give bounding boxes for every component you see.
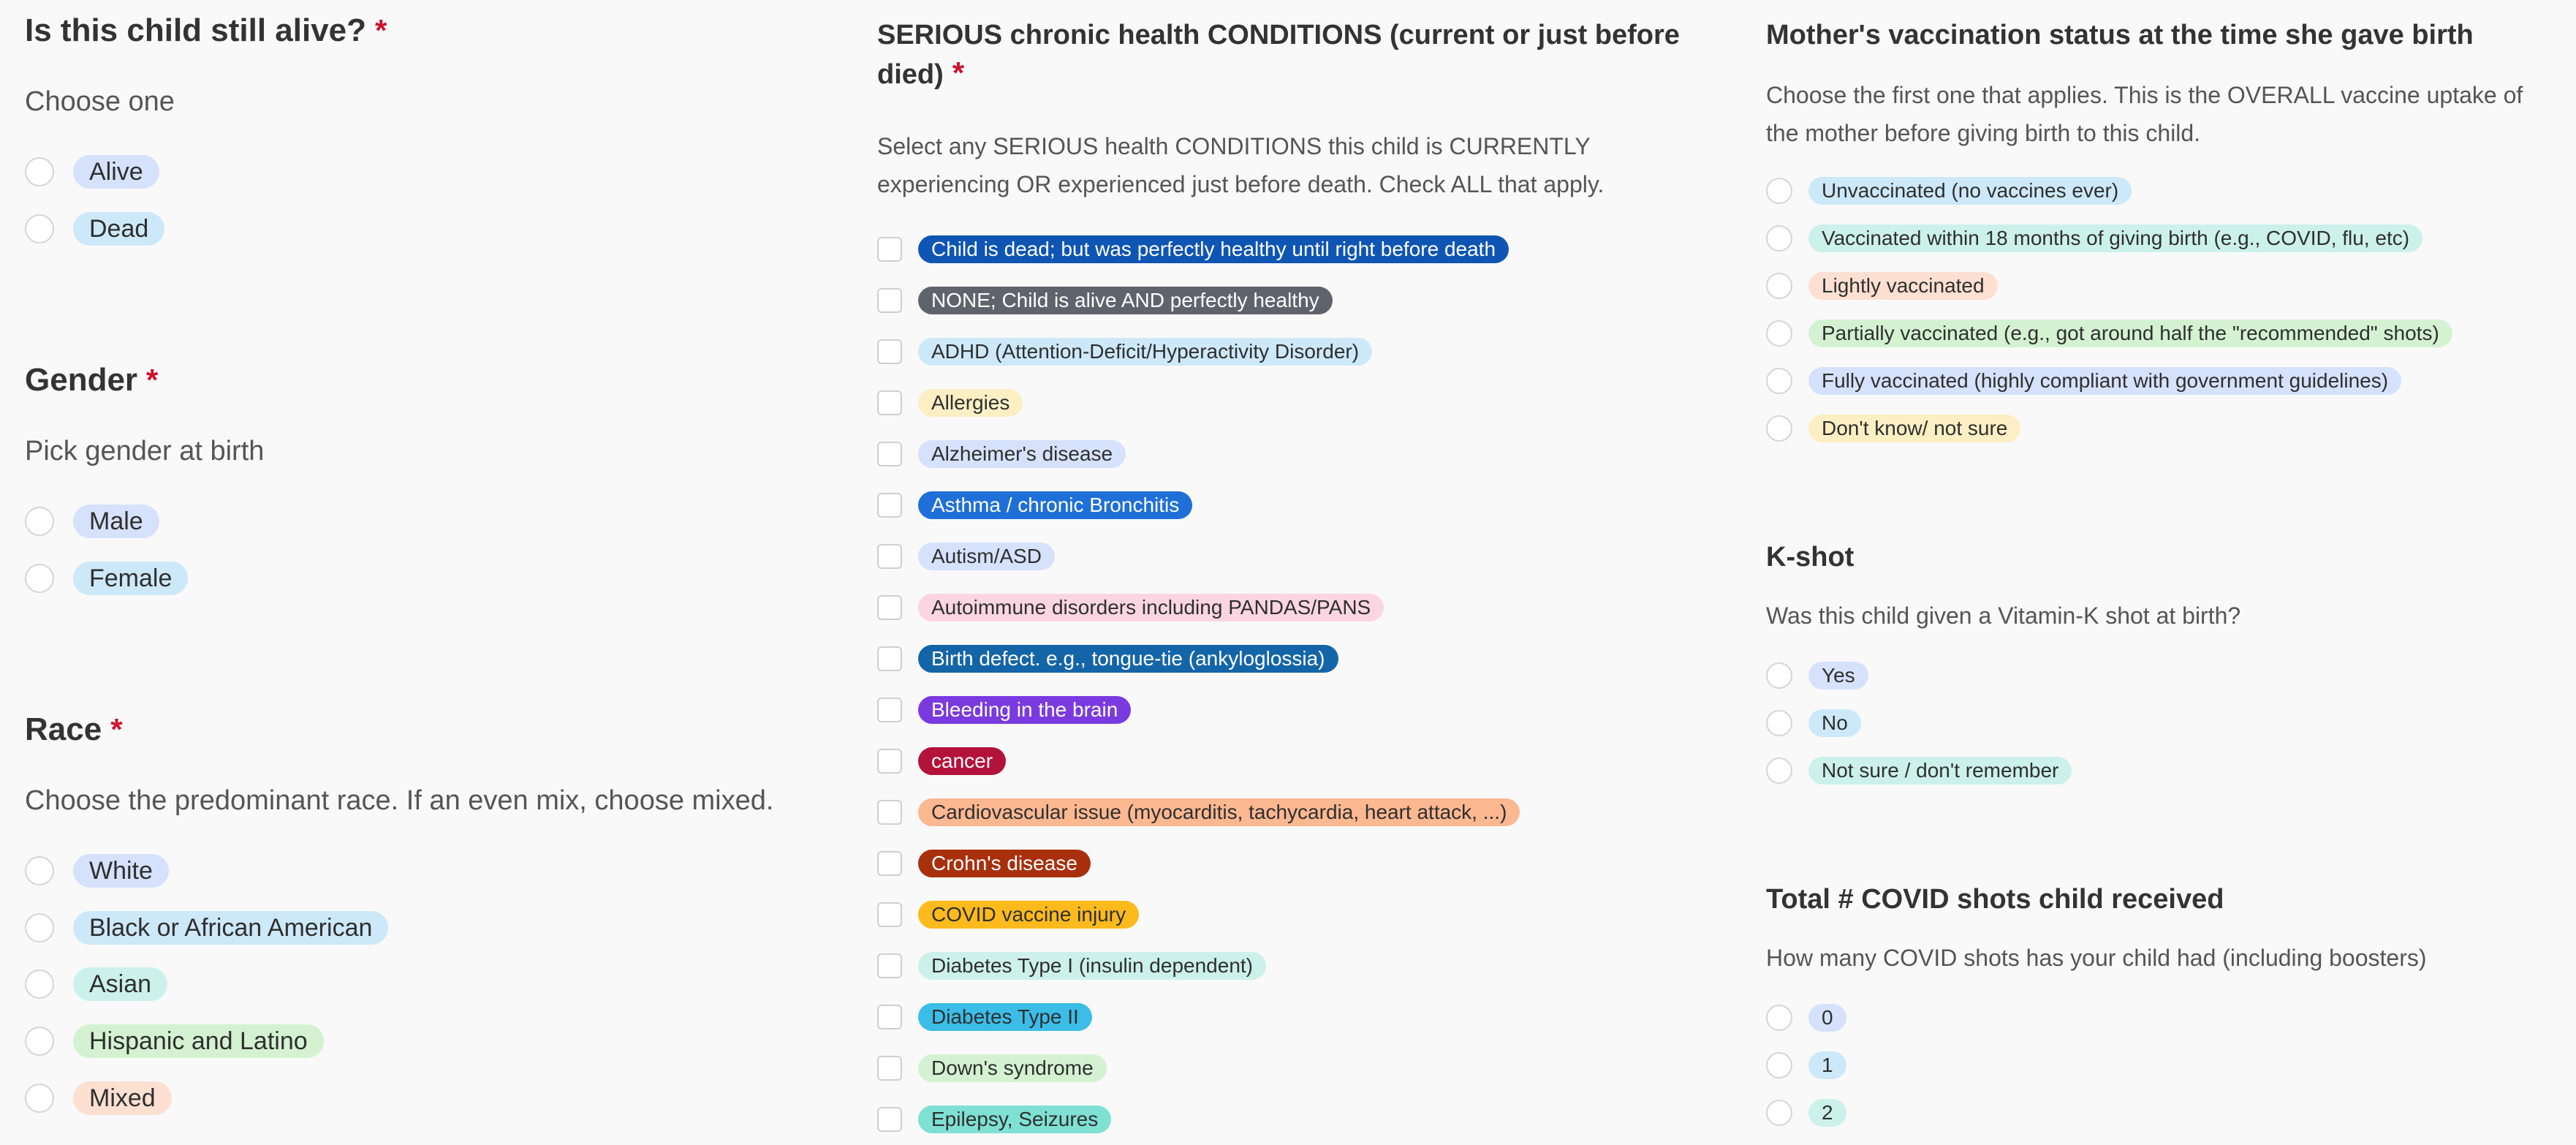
option-chip[interactable]: Cardiovascular issue (myocarditis, tachycardia, heart attack, ...) — [918, 798, 1520, 826]
checkbox-option[interactable] — [877, 633, 1520, 684]
checkbox-option[interactable] — [877, 991, 1520, 1043]
option-chip[interactable]: Asthma / chronic Bronchitis — [918, 491, 1192, 519]
option-kshot-no[interactable] — [1766, 709, 1861, 737]
question-description: Select any SERIOUS health CONDITIONS this child is CURRENTLY experiencing OR experienced just before death. Check ALL that apply. — [877, 133, 1605, 197]
radio-button[interactable] — [1766, 710, 1792, 736]
option-chip[interactable]: Dead — [73, 212, 164, 246]
question-description: Choose the predominant race. If an even mix, choose mixed. — [25, 785, 774, 816]
option-chip[interactable]: ADHD (Attention-Deficit/Hyperactivity Disorder) — [918, 338, 1372, 366]
checkbox[interactable] — [877, 902, 902, 927]
option-asian[interactable] — [25, 967, 167, 1001]
option-chip[interactable]: Child is dead; but was perfectly healthy until right before death — [918, 235, 1509, 263]
checkbox[interactable] — [877, 1005, 902, 1029]
option-chip[interactable]: Unvaccinated (no vaccines ever) — [1808, 177, 2132, 205]
option-mixed[interactable] — [25, 1081, 172, 1115]
option-chip[interactable]: Allergies — [918, 389, 1023, 417]
option-chip[interactable]: No — [1808, 709, 1861, 737]
required-marker: * — [110, 712, 123, 747]
question-alive — [25, 10, 387, 51]
option-male[interactable] — [25, 505, 159, 538]
radio-button[interactable] — [25, 157, 54, 186]
option-kshot-not-sure[interactable] — [1766, 757, 2072, 785]
option-chip[interactable]: 0 — [1808, 1004, 1846, 1032]
checkbox-option[interactable] — [877, 480, 1520, 531]
option-chip[interactable]: Fully vaccinated (highly compliant with government guidelines) — [1808, 367, 2401, 395]
question-gender — [25, 360, 158, 401]
checkbox[interactable] — [877, 595, 902, 620]
question-title: Race * — [25, 711, 123, 747]
question-title: Total # COVID shots child received — [1766, 884, 2224, 915]
question-title: SERIOUS chronic health CONDITIONS (current or just before died) * — [877, 20, 1680, 90]
option-covid-2[interactable] — [1766, 1099, 1846, 1127]
option-chip[interactable]: cancer — [918, 747, 1006, 775]
option-chip[interactable]: Hispanic and Latino — [73, 1024, 324, 1058]
radio-button[interactable] — [25, 507, 54, 536]
option-vaccinated-18mo[interactable] — [1766, 224, 2422, 252]
checkbox-option[interactable] — [877, 582, 1520, 633]
checkbox[interactable] — [877, 237, 902, 262]
option-chip[interactable]: Alive — [73, 155, 159, 189]
checkbox-option[interactable] — [877, 684, 1520, 736]
checkbox-option[interactable] — [877, 838, 1520, 889]
checkbox[interactable] — [877, 544, 902, 569]
question-description: How many COVID shots has your child had (including boosters) — [1766, 945, 2427, 971]
required-marker: * — [952, 56, 965, 90]
radio-button[interactable] — [1766, 1100, 1792, 1126]
checkbox[interactable] — [877, 442, 902, 466]
option-fully-vaccinated[interactable] — [1766, 367, 2401, 395]
option-covid-0[interactable] — [1766, 1004, 1846, 1032]
option-chip[interactable]: 1 — [1808, 1051, 1846, 1079]
question-title: Mother's vaccination status at the time she gave birth — [1766, 20, 2474, 50]
checkbox-option[interactable] — [877, 377, 1520, 428]
checkbox-option[interactable] — [877, 1094, 1520, 1145]
option-kshot-yes[interactable] — [1766, 662, 1868, 689]
checkbox-option[interactable] — [877, 275, 1520, 326]
question-description: Was this child given a Vitamin-K shot at birth? — [1766, 602, 2241, 629]
option-white[interactable] — [25, 854, 169, 888]
radio-button[interactable] — [25, 1084, 54, 1113]
option-female[interactable] — [25, 562, 188, 595]
radio-button[interactable] — [1766, 225, 1792, 252]
option-chip[interactable]: Yes — [1808, 662, 1868, 689]
option-chip[interactable]: White — [73, 854, 169, 888]
radio-button[interactable] — [1766, 1005, 1792, 1031]
required-marker: * — [375, 13, 387, 48]
question-description: Pick gender at birth — [25, 436, 265, 466]
radio-button[interactable] — [1766, 415, 1792, 442]
option-unvaccinated[interactable] — [1766, 177, 2132, 205]
checkbox[interactable] — [877, 800, 902, 825]
checkbox[interactable] — [877, 646, 902, 671]
checkbox-list — [877, 224, 1520, 1145]
option-chip[interactable]: Vaccinated within 18 months of giving birth (e.g., COVID, flu, etc) — [1808, 224, 2422, 252]
option-chip[interactable]: NONE; Child is alive AND perfectly healthy — [918, 287, 1333, 314]
option-chip[interactable]: Autoimmune disorders including PANDAS/PANS — [918, 594, 1384, 621]
option-chip[interactable]: COVID vaccine injury — [918, 901, 1139, 929]
checkbox[interactable] — [877, 493, 902, 518]
checkbox[interactable] — [877, 390, 902, 415]
radio-button[interactable] — [1766, 757, 1792, 784]
option-chip[interactable]: Mixed — [73, 1081, 172, 1115]
option-covid-1[interactable] — [1766, 1051, 1846, 1079]
checkbox[interactable] — [877, 1056, 902, 1081]
option-chip[interactable]: Bleeding in the brain — [918, 696, 1131, 724]
checkbox[interactable] — [877, 1107, 902, 1132]
option-dead[interactable] — [25, 212, 164, 246]
option-chip[interactable]: Crohn's disease — [918, 850, 1091, 877]
option-chip[interactable]: Asian — [73, 967, 167, 1001]
checkbox-option[interactable] — [877, 940, 1520, 991]
option-chip[interactable]: Diabetes Type II — [918, 1003, 1092, 1031]
question-title: K-shot — [1766, 542, 1855, 572]
option-chip[interactable]: Partially vaccinated (e.g., got around half the "recommended" shots) — [1808, 320, 2452, 347]
checkbox-option[interactable] — [877, 787, 1520, 838]
option-chip[interactable]: Diabetes Type I (insulin dependent) — [918, 952, 1266, 980]
checkbox[interactable] — [877, 749, 902, 774]
checkbox-option[interactable] — [877, 889, 1520, 940]
radio-button[interactable] — [1766, 368, 1792, 394]
required-marker: * — [146, 363, 159, 397]
option-chip[interactable]: 2 — [1808, 1099, 1846, 1127]
radio-button[interactable] — [1766, 273, 1792, 299]
option-black[interactable] — [25, 911, 388, 945]
radio-button[interactable] — [25, 214, 54, 243]
radio-button[interactable] — [1766, 1052, 1792, 1078]
option-hispanic[interactable] — [25, 1024, 324, 1058]
option-alive[interactable] — [25, 155, 159, 189]
option-chip[interactable]: Black or African American — [73, 911, 388, 945]
radio-button[interactable] — [25, 970, 54, 999]
option-chip[interactable]: Alzheimer's disease — [918, 440, 1126, 468]
option-lightly-vaccinated[interactable] — [1766, 272, 1998, 300]
option-chip[interactable]: Lightly vaccinated — [1808, 272, 1998, 300]
checkbox-option[interactable] — [877, 428, 1520, 480]
radio-button[interactable] — [25, 913, 54, 942]
radio-button[interactable] — [25, 564, 54, 593]
checkbox-option[interactable] — [877, 326, 1520, 377]
option-chip[interactable]: Birth defect. e.g., tongue-tie (ankyloglossia) — [918, 645, 1338, 673]
question-race — [25, 709, 123, 750]
radio-button[interactable] — [25, 856, 54, 885]
checkbox[interactable] — [877, 851, 902, 876]
option-dont-know[interactable] — [1766, 415, 2020, 442]
question-title: Gender * — [25, 362, 159, 398]
checkbox-option[interactable] — [877, 224, 1520, 275]
option-chip[interactable]: Female — [73, 562, 188, 595]
checkbox[interactable] — [877, 698, 902, 722]
radio-button[interactable] — [1766, 662, 1792, 689]
question-description: Choose one — [25, 86, 175, 117]
option-chip[interactable]: Male — [73, 505, 159, 538]
question-description: Choose the first one that applies. This is the OVERALL vaccine uptake of the mother before giving birth to this child. — [1766, 82, 2523, 146]
question-title: Is this child still alive? * — [25, 12, 387, 48]
checkbox-option[interactable] — [877, 1043, 1520, 1094]
checkbox-option[interactable] — [877, 736, 1520, 787]
option-partially-vaccinated[interactable] — [1766, 320, 2452, 347]
option-chip[interactable]: Not sure / don't remember — [1808, 757, 2072, 785]
radio-button[interactable] — [25, 1027, 54, 1056]
radio-button[interactable] — [1766, 178, 1792, 204]
option-chip[interactable]: Down's syndrome — [918, 1054, 1107, 1082]
option-chip[interactable]: Epilepsy, Seizures — [918, 1106, 1111, 1133]
checkbox[interactable] — [877, 288, 902, 313]
checkbox[interactable] — [877, 953, 902, 978]
checkbox-option[interactable] — [877, 531, 1520, 582]
checkbox[interactable] — [877, 339, 902, 364]
option-chip[interactable]: Don't know/ not sure — [1808, 415, 2020, 442]
radio-button[interactable] — [1766, 320, 1792, 347]
option-chip[interactable]: Autism/ASD — [918, 543, 1055, 570]
